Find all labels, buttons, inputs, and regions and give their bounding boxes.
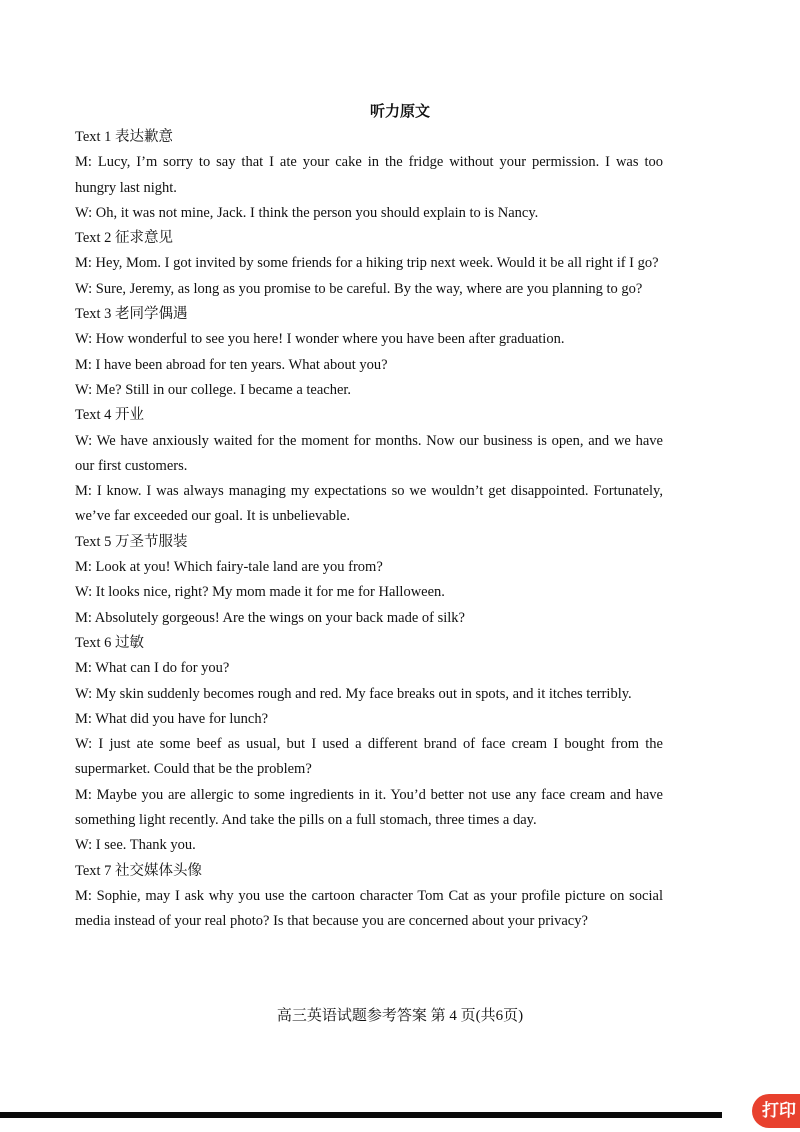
dialogue-line: M: What can I do for you? <box>75 660 230 677</box>
section-heading: Text 6 过敏 <box>75 634 145 651</box>
dialogue-line: W: We have anxiously waited for the moment for months. Now our business is open, and we have our first customers. <box>75 432 663 474</box>
dialogue-line: W: I see. Thank you. <box>75 837 196 854</box>
dialogue-line: M: Sophie, may I ask why you use the cartoon character Tom Cat as your profile picture on social media instead of your real photo? Is that because you are concerned about your privacy? <box>75 887 663 930</box>
dialogue-line: M: What did you have for lunch? <box>75 710 269 727</box>
dialogue-line: M: Lucy, I’m sorry to say that I ate your cake in the fridge without your permission. I was too hungry last night. <box>75 154 663 196</box>
section-heading: Text 7 社交媒体头像 <box>75 862 203 879</box>
section-heading: Text 4 开业 <box>75 407 145 424</box>
dialogue-line: M: Maybe you are allergic to some ingredients in it. You’d better not use any face cream and have something light recently. And take the pills on a full stomach, three times a day. <box>75 786 663 829</box>
dialogue-line: M: Absolutely gorgeous! Are the wings on your back made of silk? <box>75 609 465 626</box>
page-footer: 高三英语试题参考答案 第 4 页(共6页) <box>276 1008 524 1024</box>
page-title: 听力原文 <box>369 102 430 120</box>
dialogue-line: W: How wonderful to see you here! I wonder where you have been after graduation. <box>75 331 565 348</box>
dialogue-line: M: I know. I was always managing my expectations so we wouldn’t get disappointed. Fortunately, we’ve far exceeded our goal. It is unbelievable. <box>75 483 663 525</box>
dialogue-line: M: I have been abroad for ten years. What about you? <box>75 356 388 373</box>
transcript <box>75 125 663 935</box>
dialogue-line: W: Me? Still in our college. I became a teacher. <box>75 381 352 398</box>
bottom-divider <box>0 1112 722 1118</box>
dialogue-line: M: Hey, Mom. I got invited by some friends for a hiking trip next week. Would it be all right if I go? <box>75 255 659 272</box>
section-heading: Text 2 征求意见 <box>75 230 174 247</box>
dialogue-line: W: Oh, it was not mine, Jack. I think the person you should explain to is Nancy. <box>75 204 539 221</box>
section-heading: Text 1 表达歉意 <box>75 129 174 145</box>
dialogue-line: W: It looks nice, right? My mom made it for me for Halloween. <box>75 584 445 601</box>
dialogue-line: W: I just ate some beef as usual, but I used a different brand of face cream I bought from the supermarket. Could that be the problem? <box>75 736 663 778</box>
dialogue-line: W: Sure, Jeremy, as long as you promise to be careful. By the way, where are you planning to go? <box>75 280 643 297</box>
section-heading: Text 5 万圣节服装 <box>75 533 188 550</box>
dialogue-line: W: My skin suddenly becomes rough and red. My face breaks out in spots, and it itches terribly. <box>75 685 632 702</box>
dialogue-line: M: Look at you! Which fairy-tale land are you from? <box>75 559 383 576</box>
section-heading: Text 3 老同学偶遇 <box>75 306 188 323</box>
print-button[interactable]: 打印 <box>752 1094 800 1128</box>
